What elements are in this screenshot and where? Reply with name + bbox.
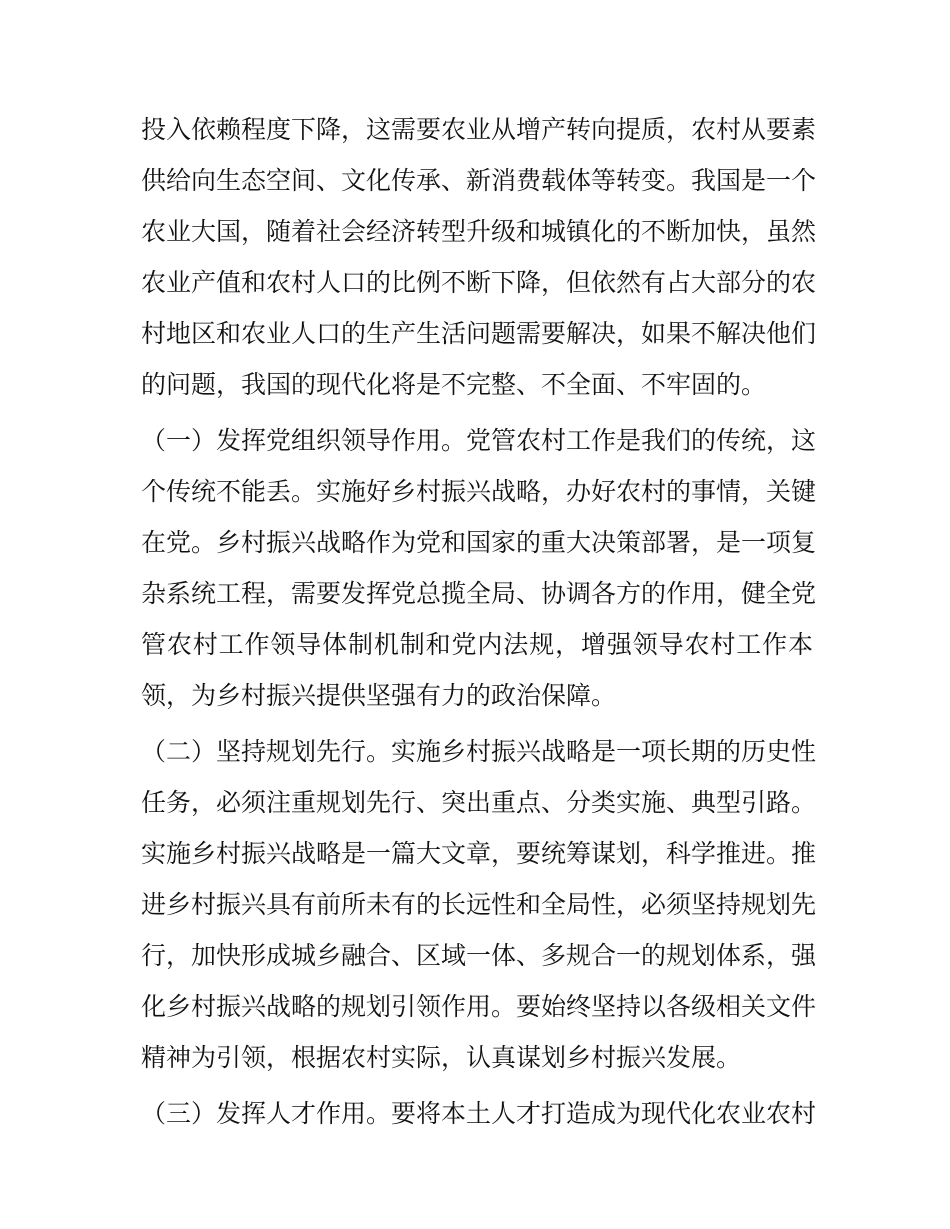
text-line: 农业大国，随着社会经济转型升级和城镇化的不断加快，虽然: [141, 217, 817, 246]
text-line: 杂系统工程，需要发挥党总揽全局、协调各方的作用，健全党: [141, 579, 817, 608]
text-line: 行，加快形成城乡融合、区域一体、多规合一的规划体系，强: [141, 941, 817, 970]
paragraph-intro: [141, 104, 817, 410]
text-line: 村地区和农业人口的生产生活问题需要解决，如果不解决他们: [141, 319, 817, 348]
text-line: 化乡村振兴战略的规划引领作用。要始终坚持以各级相关文件: [141, 992, 817, 1021]
text-line: 个传统不能丢。实施好乡村振兴战略，办好农村的事情，关键: [141, 477, 817, 506]
text-line: （一）发挥党组织领导作用。党管农村工作是我们的传统，这: [141, 426, 817, 455]
text-line: （二）坚持规划先行。实施乡村振兴战略是一项长期的历史性: [141, 737, 817, 766]
paragraph-section-3: [141, 1088, 817, 1139]
text-line: 的问题，我国的现代化将是不完整、不全面、不牢固的。: [141, 370, 767, 399]
document-body: [141, 104, 817, 1139]
text-line: 领，为乡村振兴提供坚强有力的政治保障。: [141, 681, 617, 710]
text-line: 精神为引领，根据农村实际，认真谋划乡村振兴发展。: [141, 1043, 742, 1072]
text-line: 管农村工作领导体制机制和党内法规，增强领导农村工作本: [141, 630, 813, 659]
paragraph-section-2: [141, 726, 817, 1083]
text-line: 任务，必须注重规划先行、突出重点、分类实施、典型引路。: [141, 788, 817, 817]
text-line: 投入依赖程度下降，这需要农业从增产转向提质，农村从要素: [141, 115, 817, 144]
paragraph-section-1: [141, 415, 817, 721]
text-line: 进乡村振兴具有前所未有的长远性和全局性，必须坚持规划先: [141, 890, 817, 919]
text-line: 供给向生态空间、文化传承、新消费载体等转变。我国是一个: [141, 166, 817, 195]
text-line: 实施乡村振兴战略是一篇大文章，要统筹谋划，科学推进。推: [141, 839, 817, 868]
text-line: 农业产值和农村人口的比例不断下降，但依然有占大部分的农: [141, 268, 817, 297]
text-line: （三）发挥人才作用。要将本土人才打造成为现代化农业农村: [141, 1099, 817, 1128]
text-line: 在党。乡村振兴战略作为党和国家的重大决策部署，是一项复: [141, 528, 817, 557]
